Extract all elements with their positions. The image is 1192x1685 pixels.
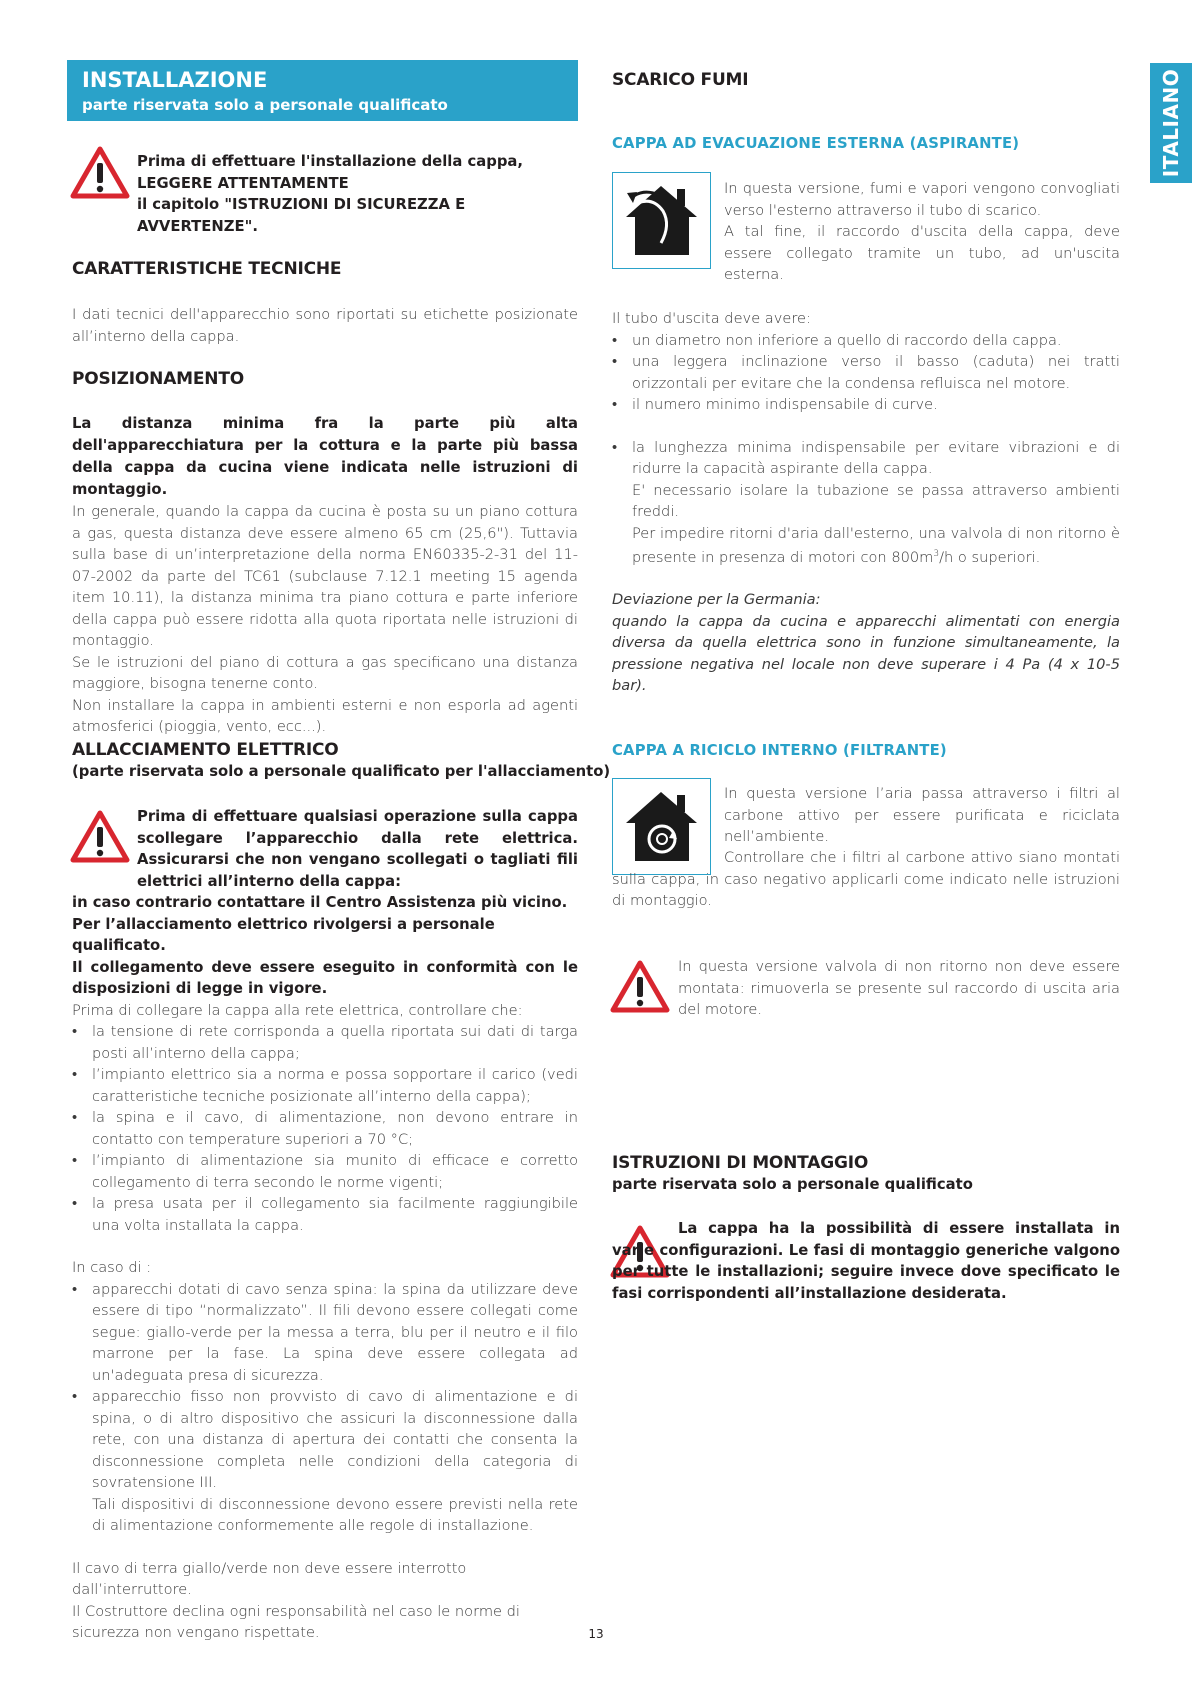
elec-end-1: Il cavo di terra giallo/verde non deve essere interrotto dall’interruttore.	[72, 1559, 467, 1598]
list-item: • la presa usata per il collegamento sia facilmente raggiungibile una volta installata la cappa.	[72, 1193, 578, 1236]
elec-cases	[72, 1279, 578, 1537]
elec-case-intro: In caso di :	[72, 1259, 152, 1276]
elec-bold-1: in caso contrario contattare il Centro Assistenza più vicino.	[72, 894, 568, 911]
pipe-items	[612, 330, 1120, 416]
pos-title: POSIZIONAMENTO	[72, 369, 244, 389]
case-2-note: Tali dispositivi di disconnessione devono essere previsti nella rete di alimentazione conformemente alle regole di installazione.	[92, 1495, 578, 1534]
list-item: • l’impianto di alimentazione sia munito di efficace e corretto collegamento di terra secondo le norme vigenti;	[72, 1150, 578, 1193]
elec-warning-text: Prima di effettuare qualsiasi operazione sulla cappa scollegare l’apparecchio dalla rete elettrica. Assicurarsi che non vengano scollegati o tagliati fili elettrici all’interno della cappa:	[137, 808, 578, 890]
de-text: quando la cappa da cucina e apparecchi alimentati con energia diversa da quella elettrica sono in funzione simultaneamente, la pressione negativa nel locale non deve superare i 4 Pa (4 x 10-5 bar).	[612, 612, 1120, 695]
pos-para-2: Se le istruzioni del piano di cottura a gas specificano una distanza maggiore, bisogna tenerne conto.	[72, 653, 578, 692]
mount-subtitle: parte riservata solo a personale qualificato	[612, 1176, 973, 1193]
list-item: • il numero minimo indispensabile di curve.	[612, 394, 1120, 416]
house-exhaust-icon	[613, 173, 710, 268]
int-para-1: In questa versione l’aria passa attraverso i filtri al carbone attivo per essere purificata e riciclata nell’ambiente.	[724, 785, 1120, 845]
warning-icon	[70, 810, 130, 864]
valve-text: Per impedire ritorni d'aria dall'esterno, una valvola di non ritorno è presente in presenza di motori con $800m^3/h$ o superiori.	[632, 524, 1120, 566]
page-number: 13	[588, 1627, 604, 1641]
list-item: • un diametro non inferiore a quello di raccordo della cappa.	[612, 330, 1120, 352]
de-title: Deviazione per la Germania:	[612, 591, 821, 609]
list-item: • una leggera inclinazione verso il basso (caduta) nei tratti orizzontali per evitare che la condensa refluisca nel motore.	[612, 351, 1120, 394]
length-items	[612, 437, 1120, 569]
ext-para-2: A tal fine, il raccordo d'uscita della cappa, deve essere collegato tramite un tubo, ad un'uscita esterna.	[724, 223, 1120, 283]
elec-title: ALLACCIAMENTO ELETTRICO	[72, 740, 339, 760]
pos-para-3: Non installare la cappa in ambienti esterni e non esporla ad agenti atmosferici (pioggia, vento, ecc...).	[72, 696, 578, 735]
elec-checks	[72, 1021, 578, 1236]
install-title: INSTALLAZIONE	[82, 68, 268, 92]
warning-line-3: il capitolo "ISTRUZIONI DI SICUREZZA E AVVERTENZE".	[137, 196, 466, 235]
list-item: • la tensione di rete corrisponda a quella riportata sui dati di targa posti all’interno della cappa;	[72, 1021, 578, 1064]
int-warning-text: In questa versione valvola di non ritorno non deve essere montata: rimuoverla se presente sul raccordo di uscita aria del motore.	[678, 958, 1120, 1018]
warning-icon	[70, 146, 130, 200]
pos-bold-text: La distanza minima fra la parte più alta dell'apparecchiatura per la cottura e la parte più bassa della cappa da cucina viene indicata nelle istruzioni di montaggio.	[72, 415, 578, 498]
language-tab-label: ITALIANO	[1159, 68, 1183, 178]
pipe-section	[612, 308, 1120, 697]
int-title: CAPPA A RICICLO INTERNO (FILTRANTE)	[612, 742, 947, 759]
ext-text	[724, 178, 1120, 286]
elec-body	[72, 892, 578, 1644]
ext-para-1: In questa versione, fumi e vapori vengono convogliati verso l'esterno attraverso il tubo di scarico.	[724, 180, 1120, 219]
elec-bold-2: Per l’allacciamento elettrico rivolgersi a personale qualificato.	[72, 915, 495, 954]
smoke-title: SCARICO FUMI	[612, 70, 749, 90]
language-tab	[1150, 63, 1192, 183]
pos-body	[72, 413, 578, 738]
elec-intro: Prima di collegare la cappa alla rete elettrica, controllare che:	[72, 1001, 523, 1019]
pipe-intro: Il tubo d'uscita deve avere:	[612, 310, 811, 327]
warning-line-1: Prima di effettuare l'installazione della cappa,	[137, 153, 524, 170]
mount-warning-text: La cappa ha la possibilità di essere installata in varie configurazioni. Le fasi di montaggio generiche valgono per tutte le installazioni; seguire invece dove specificato le fasi corrispondenti all’installazione desiderata.	[612, 1220, 1120, 1302]
list-item	[72, 1386, 578, 1537]
ext-title: CAPPA AD EVACUAZIONE ESTERNA (ASPIRANTE)	[612, 135, 1020, 152]
warning-icon	[610, 960, 670, 1014]
list-item: • la spina e il cavo, di alimentazione, non devono entrare in contatto con temperature superiori a 70 °C;	[72, 1107, 578, 1150]
elec-bold-3: Il collegamento deve essere eseguito in conformità con le disposizioni di legge in vigore.	[72, 958, 578, 997]
external-venting-icon	[612, 172, 711, 269]
tech-title: CARATTERISTICHE TECNICHE	[72, 259, 342, 279]
warning-install-text	[137, 151, 577, 237]
list-item: • l’impianto elettrico sia a norma e possa sopportare il carico (vedi caratteristiche tecniche posizionate all’interno della cappa);	[72, 1064, 578, 1107]
list-item	[612, 437, 1120, 569]
length-text: la lunghezza minima indispensabile per evitare vibrazioni e di ridurre la capacità aspirante della cappa.	[632, 438, 1120, 477]
case-2-main: apparecchio fisso non provvisto di cavo di alimentazione e di spina, o di altro dispositivo che assicuri la disconnessione dalla rete, con una distanza di apertura dei contatti che consenta la disconnessione completa nelle condizioni della categoria di sovratensione III.	[92, 1388, 578, 1491]
int-para-2: Controllare che i filtri al carbone attivo siano montati sulla cappa, in caso negativo applicarli come indicato nelle istruzioni di montaggio.	[612, 849, 1120, 909]
install-banner	[67, 60, 578, 121]
list-item: • apparecchi dotati di cavo senza spina: la spina da utilizzare deve essere di tipo “normalizzato”. Il fili devono essere collegati come segue: giallo-verde per la messa a terra, blu per il neutro e il filo marrone per la fase. La spina deve essere collegata ad un'adeguata presa di sicurezza.	[72, 1279, 578, 1387]
warning-line-2: LEGGERE ATTENTAMENTE	[137, 174, 349, 192]
elec-subtitle: (parte riservata solo a personale qualificato per l'allacciamento)	[72, 763, 611, 780]
insulation-text: E' necessario isolare la tubazione se passa attraverso ambienti freddi.	[632, 481, 1120, 520]
mount-title: ISTRUZIONI DI MONTAGGIO	[612, 1153, 869, 1173]
pos-para-1: In generale, quando la cappa da cucina è posta su un piano cottura a gas, questa distanza deve essere almeno 65 cm (25,6"). Tuttavia sulla base di un’interpretazione della norma EN60335-2-31 del 11-07-2002 da parte del TC61 (subclause 7.12.1 meeting 15 agenda item 10.11), la distanza minima tra piano cottura e parte inferiore della cappa può essere ridotta alla quota riportata nelle istruzioni di montaggio.	[72, 503, 578, 649]
install-subtitle: parte riservata solo a personale qualificato	[82, 96, 448, 114]
tech-text: I dati tecnici dell'apparecchio sono riportati su etichette posizionate all’interno della cappa.	[72, 306, 578, 345]
elec-end-2: Il Costruttore declina ogni responsabilità nel caso le norme di sicurezza non vengano rispettate.	[72, 1602, 520, 1641]
